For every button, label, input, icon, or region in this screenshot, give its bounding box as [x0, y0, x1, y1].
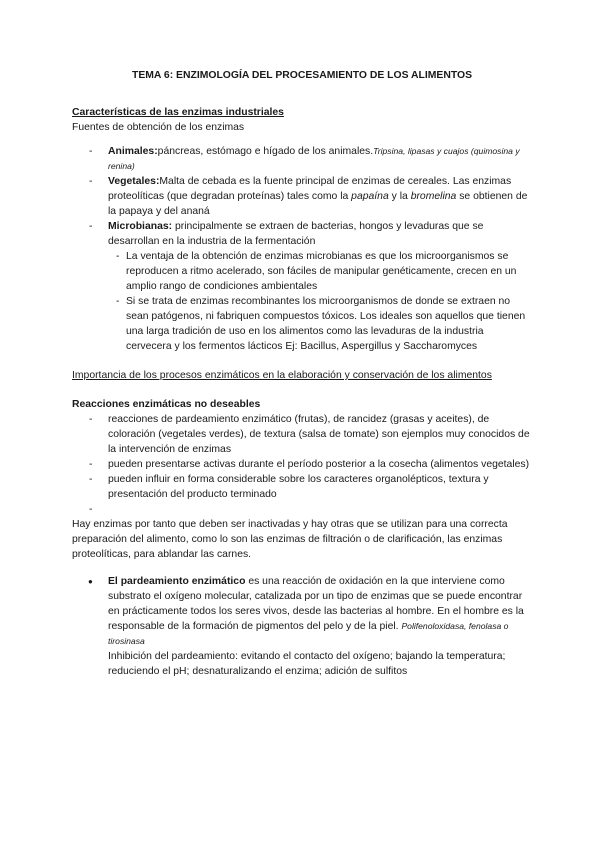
italic-papaina: papaína [351, 191, 389, 202]
list-item-pardeamiento [72, 574, 532, 679]
list-item-vegetales [72, 174, 532, 219]
text-animales: páncreas, estómago e hígado de los animales. [157, 146, 374, 157]
section-heading-industrial-enzymes: Características de las enzimas industriales [72, 107, 284, 118]
page-title: TEMA 6: ENZIMOLOGÍA DEL PROCESAMIENTO DE LOS ALIMENTOS [131, 70, 473, 81]
sublist-item-recombinantes: - Si se trata de enzimas recombinantes los microorganismos de donde se extraen no sean patógenos, ni fabriquen compuestos tóxicos. Los ideales son aquellos que tienen una larga tradición de uso en los alimentos como las levaduras de la industria cervecera y los fermentos lácticos Ej: Bacillus, Aspergillus y Saccharomyces [114, 294, 532, 354]
italic-animales: Tripsina, lipasas y cuajos (quimosina y renina) [108, 146, 520, 171]
list-item: - pueden presentarse activas durante el período posterior a la cosecha (alimentos vegetales) [72, 457, 532, 472]
label-pardeamiento: El pardeamiento enzimático [108, 576, 246, 587]
section-heading-importance: Importancia de los procesos enzimáticos en la elaboración y conservación de los alimentos [72, 370, 492, 381]
text-vegetales-1: Malta de cebada es la fuente principal de enzimas de cereales. Las enzimas proteolíticas (que degradan proteínas) tales como la [108, 176, 512, 202]
italic-enzymes: Polifenoloxidasa, fenolasa o tirosinasa [108, 621, 509, 646]
label-animales: Animales: [108, 146, 158, 157]
text-inhibicion: Inhibición del pardeamiento: evitando el contacto del oxígeno; bajando la temperatura; reduciendo el pH; desnaturalizando el enzima; adición de sulfitos [108, 651, 506, 677]
microbianas-sublist [114, 249, 532, 354]
spacer [72, 354, 532, 368]
undesirable-list [72, 412, 532, 517]
sources-list [72, 144, 532, 354]
document-page [72, 68, 532, 679]
paragraph-inactivation: Hay enzimas por tanto que deben ser inactivadas y hay otras que se utilizan para una correcta preparación del alimento, como lo son las enzimas de filtración o de clarificación, las enzimas proteolíticas, para ablandar las carnes. [72, 519, 508, 560]
label-vegetales: Vegetales: [108, 176, 160, 187]
section-heading-undesirable: Reacciones enzimáticas no deseables [72, 399, 261, 410]
section-subheading-sources: Fuentes de obtención de los enzimas [72, 122, 245, 133]
pardeamiento-list [72, 574, 532, 679]
label-microbianas: Microbianas: [108, 221, 173, 232]
list-item: - reacciones de pardeamiento enzimático (frutas), de rancidez (grasas y aceites), de coloración (vegetales verdes), de textura (salsa de tomate) son ejemplos muy conocidos de la intervención de enzimas [72, 412, 532, 457]
list-item-microbianas [72, 219, 532, 354]
spacer [72, 383, 532, 397]
list-item-animales [72, 144, 532, 174]
sublist-item-ventaja: - La ventaja de la obtención de enzimas microbianas es que los microorganismos se reproducen a ritmo acelerado, son fáciles de manipular genéticamente, crecen en un amplio rango de condiciones ambientales [114, 249, 532, 294]
italic-bromelina: bromelina [410, 191, 457, 202]
text-vegetales-2: y la [388, 191, 411, 202]
text-microbianas: principalmente se extraen de bacterias, hongos y levaduras que se desarrollan en la industria de la fermentación [108, 221, 484, 247]
text-vegetales-3: se obtienen de la papaya y del ananá [108, 191, 528, 217]
list-item: - pueden influir en forma considerable sobre los caracteres organolépticos, textura y presentación del producto terminado [72, 472, 532, 502]
list-item-empty [72, 502, 532, 517]
text-pardeamiento: es una reacción de oxidación en la que interviene como substrato el oxígeno molecular, catalizada por un tipo de enzimas que se puede encontrar en prácticamente todos los seres vivos, desde las bacterias al hombre. En el hombre es la responsable de la formación de pigmentos del pelo y de la piel. [108, 576, 524, 632]
